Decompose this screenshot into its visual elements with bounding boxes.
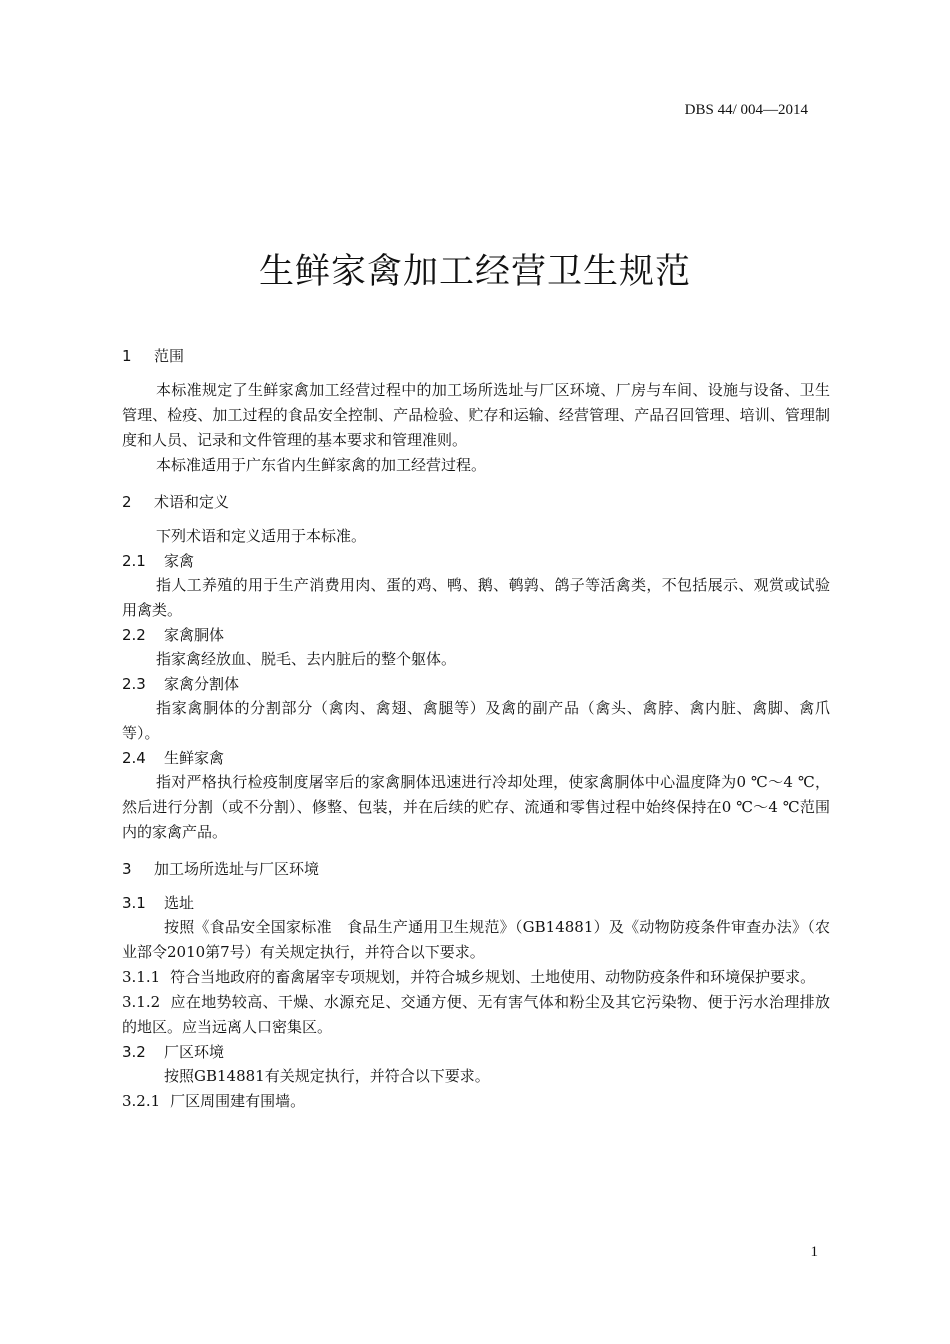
clause-3-2-text: 按照GB14881有关规定执行，并符合以下要求。: [164, 1067, 490, 1085]
scope-paragraph: 本标准规定了生鲜家禽加工经营过程中的加工场所选址与厂区环境、厂房与车间、设施与设备、卫生管理、检疫、加工过程的食品安全控制、产品检验、贮存和运输、经营管理、产品召回管理、培训、管理制度和人员、记录和文件管理的基本要求和管理准则。: [122, 381, 830, 449]
clause-3-1-1: [122, 965, 830, 990]
clause-text: 符合当地政府的畜禽屠宰专项规划，并符合城乡规划、土地使用、动物防疫条件和环境保护要求。: [170, 968, 816, 986]
document-body: [122, 344, 830, 1114]
term-number: 2.3: [122, 675, 146, 693]
term-title: 家禽: [164, 552, 195, 570]
term-2-4-definition: 指对严格执行检疫制度屠宰后的家禽胴体迅速进行冷却处理，使家禽胴体中心温度降为0 ℃～4 ℃，然后进行分割（或不分割）、修整、包装，并在后续的贮存、流通和零售过程中始终保持在0 ℃～4 ℃范围内的家禽产品。: [122, 773, 830, 841]
clause-3-1-2: [122, 990, 830, 1040]
clause-3-2-1: [122, 1089, 830, 1114]
section-1-heading: [122, 344, 830, 368]
clause-title: 厂区环境: [164, 1043, 225, 1061]
clause-text: 厂区周围建有围墙。: [170, 1092, 306, 1110]
clause-3-1-heading: [122, 891, 830, 915]
clause-number: 3.2: [122, 1043, 146, 1061]
term-title: 家禽分割体: [164, 675, 240, 693]
clause-number: 3.1: [122, 894, 146, 912]
document-code: DBS 44/ 004—2014: [684, 102, 808, 118]
term-2-1-definition: 指人工养殖的用于生产消费用肉、蛋的鸡、鸭、鹅、鹌鹑、鸽子等活禽类，不包括展示、观赏或试验用禽类。: [122, 576, 830, 619]
section-title: 术语和定义: [154, 493, 230, 511]
term-number: 2.4: [122, 749, 146, 767]
section-title: 加工场所选址与厂区环境: [154, 860, 320, 878]
term-2-1-heading: [122, 549, 830, 573]
term-2-3-heading: [122, 672, 830, 696]
clause-number: 3.1.2: [122, 993, 161, 1011]
clause-3-1-text: 按照《食品安全国家标准 食品生产通用卫生规范》（GB14881）及《动物防疫条件审查办法》（农业部令2010第7号）有关规定执行，并符合以下要求。: [122, 918, 830, 961]
page-number: 1: [810, 1244, 818, 1260]
clause-number: 3.2.1: [122, 1092, 161, 1110]
term-2-2-heading: [122, 623, 830, 647]
section-number: 1: [122, 347, 132, 365]
term-2-4-heading: [122, 746, 830, 770]
term-number: 2.2: [122, 626, 146, 644]
document-title: 生鲜家禽加工经营卫生规范: [258, 252, 691, 292]
term-2-2-definition: 指家禽经放血、脱毛、去内脏后的整个躯体。: [156, 650, 457, 668]
section-2-heading: [122, 490, 830, 514]
section-3-heading: [122, 857, 830, 881]
section-number: 2: [122, 493, 132, 511]
scope-applicability: 本标准适用于广东省内生鲜家禽的加工经营过程。: [156, 456, 487, 474]
term-title: 家禽胴体: [164, 626, 225, 644]
term-number: 2.1: [122, 552, 146, 570]
term-title: 生鲜家禽: [164, 749, 225, 767]
clause-number: 3.1.1: [122, 968, 161, 986]
terms-intro: 下列术语和定义适用于本标准。: [156, 527, 367, 545]
clause-text: 应在地势较高、干燥、水源充足、交通方便、无有害气体和粉尘及其它污染物、便于污水治理排放的地区。应当远离人口密集区。: [122, 993, 830, 1036]
term-2-3-definition: 指家禽胴体的分割部分（禽肉、禽翅、禽腿等）及禽的副产品（禽头、禽脖、禽内脏、禽脚、禽爪等）。: [122, 699, 830, 742]
section-number: 3: [122, 860, 132, 878]
clause-3-2-heading: [122, 1040, 830, 1064]
section-title: 范围: [154, 347, 185, 365]
clause-title: 选址: [164, 894, 195, 912]
